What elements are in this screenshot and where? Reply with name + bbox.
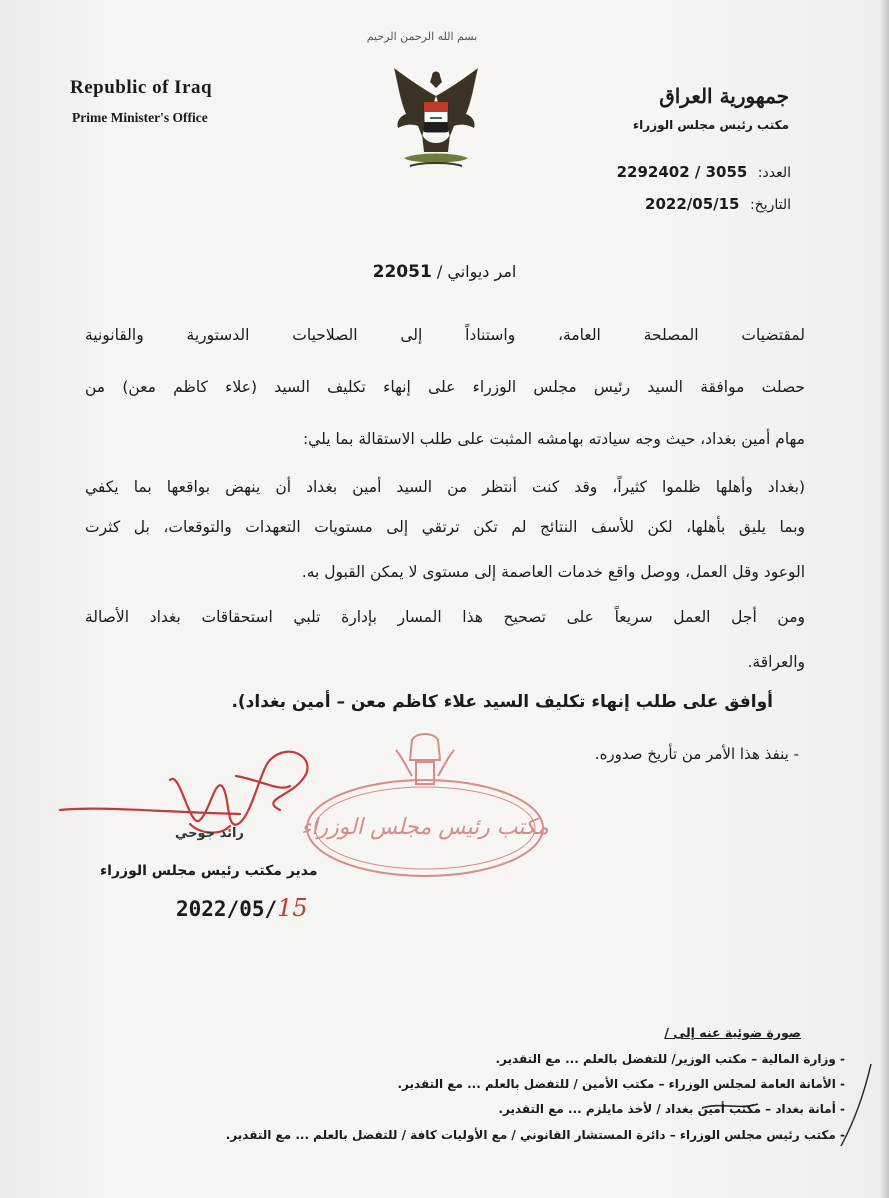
reference-date-row — [645, 195, 791, 213]
signatory-name: رائد جوحي — [175, 826, 244, 841]
body-line: الوعود وقل العمل، ووصل واقع خدمات العاصمة إلى مستوى لا يمكن القبول به. — [301, 563, 805, 581]
body-line: مهام أمين بغداد، حيث وجه سيادته بهامشه المثبت على طلب الاستقالة بما يلي: — [302, 430, 805, 448]
body-line: ومن أجل العمل سريعاً على تصحيح هذا المسار بإدارة تلبي استحقاقات بغداد الأصالة — [85, 608, 805, 626]
body-line: والعراقة. — [747, 653, 805, 671]
body-line: (بغداد وأهلها ظلموا كثيراً، وقد كنت أنتظر من السيد أمين بغداد أن ينهض بواقعها بما يكفي — [85, 478, 805, 496]
signature-date-printed: 2022/05/ — [176, 897, 278, 921]
handwritten-signature-icon — [40, 740, 340, 860]
reference-number-label: العدد: — [757, 165, 791, 181]
margin-pen-mark-icon — [835, 1060, 875, 1150]
iraq-eagle-emblem-icon — [388, 66, 484, 178]
handwritten-strike-icon — [700, 1098, 760, 1114]
signatory-title: مدير مكتب رئيس مجلس الوزراء — [100, 863, 318, 879]
copy-recipient: - وزارة المالية – مكتب الوزير/ للتفضل بالعلم ... مع التقدير. — [495, 1052, 845, 1066]
english-office-title: Prime Minister's Office — [72, 110, 208, 125]
reference-date-label: التاريخ: — [749, 197, 791, 213]
order-label: امر ديواني / — [436, 262, 517, 281]
page-edge-shadow — [879, 0, 889, 1198]
english-country-title: Republic of Iraq — [70, 77, 213, 98]
copy-recipient: - مكتب رئيس مجلس الوزراء – دائرة المستشار القانوني / مع الأوليات كافة / للتفضل بالعلم ... مع التقدير. — [225, 1128, 845, 1142]
reference-number-row — [617, 163, 791, 181]
body-line: لمقتضيات المصلحة العامة، واستناداً إلى الصلاحيات الدستورية والقانونية — [85, 326, 805, 344]
reference-number-value: 2292402 / 3055 — [616, 163, 748, 181]
order-number: 22051 — [372, 262, 432, 282]
reference-date-value: 2022/05/15 — [645, 195, 740, 213]
copy-recipient: - أمانة بغداد – مكتب أمين بغداد / لأخذ مايلزم ... مع التقدير. — [498, 1102, 845, 1116]
approval-statement: أوافق على طلب إنهاء تكليف السيد علاء كاظم معن – أمين بغداد). — [231, 692, 773, 712]
copy-recipient: - الأمانة العامة لمجلس الوزراء – مكتب الأمين / للتفضل بالعلم ... مع التقدير. — [397, 1077, 845, 1091]
body-line: وبما يليق بأهلها، لكن للأسف النتائج لم تكن ترتقي إلى مستويات التعهدات والتوقعات، بل كثرت — [85, 518, 805, 536]
arabic-office-title: مكتب رئيس مجلس الوزراء — [633, 118, 789, 132]
body-line: حصلت موافقة السيد رئيس مجلس الوزراء على إنهاء تكليف السيد (علاء كاظم معن) من — [85, 378, 805, 396]
bismillah-calligraphy: بسم الله الرحمن الرحيم — [366, 30, 478, 43]
stamp-text: مكتب رئيس مجلس الوزراء — [301, 815, 549, 840]
order-heading — [0, 262, 889, 282]
enforcement-clause: - ينفذ هذا الأمر من تأريخ صدوره. — [594, 745, 799, 763]
arabic-country-title: جمهورية العراق — [659, 84, 789, 108]
signature-date-handwritten: 15 — [277, 894, 308, 922]
signature-date — [176, 894, 308, 922]
copies-heading: صورة ضوئية عنه إلى / — [664, 1025, 801, 1040]
